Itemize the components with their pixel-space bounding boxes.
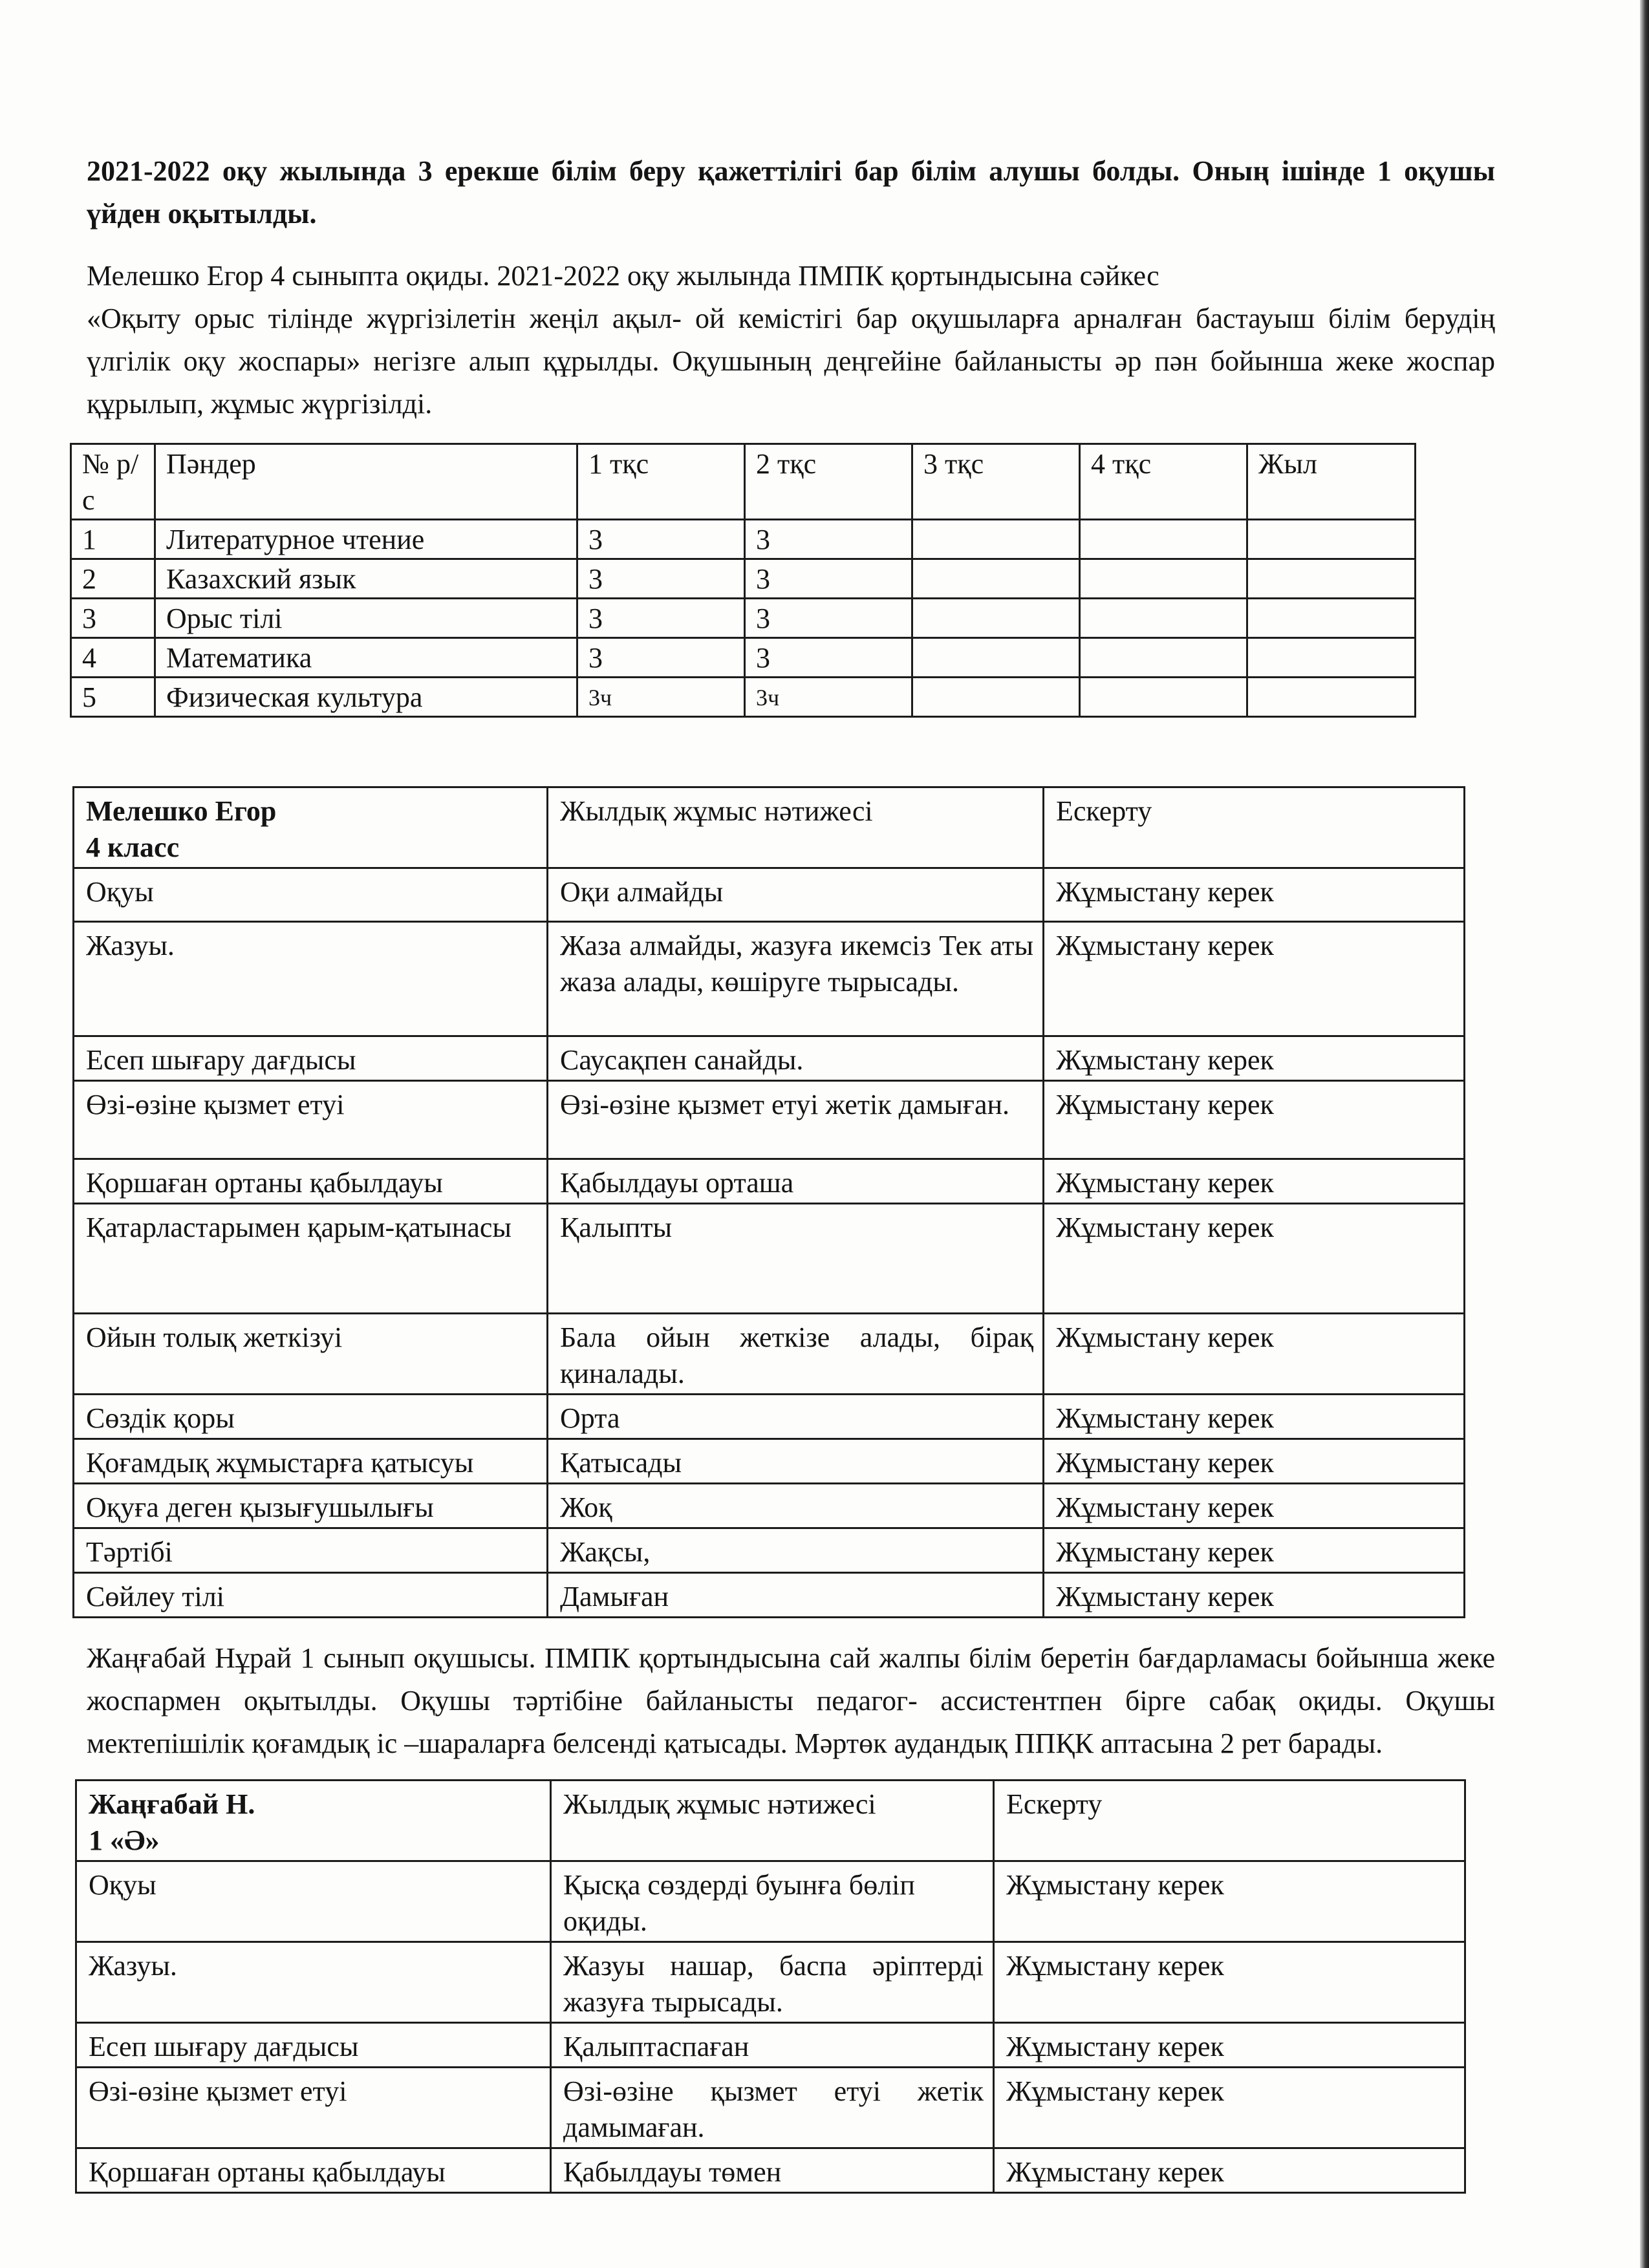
row-q3 — [912, 638, 1080, 678]
row-num: 4 — [71, 638, 155, 678]
row-note: Жұмыстану керек — [1044, 1484, 1465, 1528]
row-result: Қабылдауы төмен — [551, 2148, 994, 2193]
student-class: 4 класс — [86, 831, 180, 863]
row-area: Жазуы. — [76, 1942, 551, 2023]
row-q1: 3ч — [577, 678, 745, 717]
row-subject: Литературное чтение — [155, 520, 577, 559]
row-area: Тәртібі — [74, 1528, 548, 1573]
row-result: Қысқа сөздерді буынға бөліп оқиды. — [551, 1861, 994, 1942]
row-q2: 3 — [745, 520, 912, 559]
row-area: Оқуы — [74, 868, 548, 922]
header-note: Ескерту — [994, 1781, 1465, 1861]
row-year — [1247, 678, 1416, 717]
scan-edge — [1640, 0, 1649, 2268]
row-note: Жұмыстану керек — [1044, 1081, 1465, 1159]
table-header-row — [71, 444, 1416, 520]
header-num: № р/с — [71, 444, 155, 520]
table-row — [74, 1204, 1465, 1314]
header-year: Жыл — [1247, 444, 1416, 520]
header-subjects: Пәндер — [155, 444, 577, 520]
subjects-grades-table — [70, 443, 1416, 718]
row-area: Оқуға деген қызығушылығы — [74, 1484, 548, 1528]
row-q4 — [1080, 559, 1247, 599]
row-q3 — [912, 678, 1080, 717]
row-result: Жазуы нашар, баспа әріптерді жазуға тырысады. — [551, 1942, 994, 2023]
table-row — [76, 2023, 1465, 2068]
row-q1: 3 — [577, 599, 745, 638]
student-cell — [74, 787, 548, 868]
row-q3 — [912, 599, 1080, 638]
row-year — [1247, 599, 1416, 638]
row-note: Жұмыстану керек — [1044, 868, 1465, 922]
row-result: Оқи алмайды — [548, 868, 1044, 922]
row-q4 — [1080, 638, 1247, 678]
row-num: 1 — [71, 520, 155, 559]
row-note: Жұмыстану керек — [994, 1861, 1465, 1942]
row-q1: 3 — [577, 559, 745, 599]
table-header-row — [74, 787, 1465, 868]
header-q2: 2 тқс — [745, 444, 912, 520]
row-note: Жұмыстану керек — [1044, 1204, 1465, 1314]
row-note: Жұмыстану керек — [994, 2068, 1465, 2148]
row-note: Жұмыстану керек — [1044, 1528, 1465, 1573]
row-result: Саусақпен санайды. — [548, 1036, 1044, 1081]
row-q4 — [1080, 520, 1247, 559]
row-result: Өзі-өзіне қызмет етуі жетік дамымаған. — [551, 2068, 994, 2148]
row-result: Қатысады — [548, 1439, 1044, 1484]
table-row — [74, 1036, 1465, 1081]
row-area: Жазуы. — [74, 922, 548, 1036]
student-class: 1 «Ә» — [89, 1824, 160, 1856]
student-name: Жаңғабай Н. — [89, 1788, 255, 1820]
row-result: Жаза алмайды, жазуға икемсіз Тек аты жаза алады, көшіруге тырысады. — [548, 922, 1044, 1036]
row-subject: Орыс тілі — [155, 599, 577, 638]
table-row — [74, 1395, 1465, 1439]
row-q1: 3 — [577, 638, 745, 678]
header-result: Жылдық жұмыс нәтижесі — [551, 1781, 994, 1861]
table-row — [74, 1439, 1465, 1484]
row-result: Өзі-өзіне қызмет етуі жетік дамыған. — [548, 1081, 1044, 1159]
table-header-row — [76, 1781, 1465, 1861]
row-num: 5 — [71, 678, 155, 717]
row-subject: Физическая культура — [155, 678, 577, 717]
table-row — [76, 2148, 1465, 2193]
row-q2: 3 — [745, 559, 912, 599]
row-note: Жұмыстану керек — [1044, 922, 1465, 1036]
row-area: Оқуы — [76, 1861, 551, 1942]
intro-summary: 2021-2022 оқу жылында 3 ерекше білім беру қажеттілігі бар білім алушы болды. Оның ішінде 1 оқушы үйден оқытылды. — [87, 155, 1495, 230]
row-area: Қоршаған ортаны қабылдауы — [76, 2148, 551, 2193]
row-result: Қалыпты — [548, 1204, 1044, 1314]
row-area: Сөйлеу тілі — [74, 1573, 548, 1618]
table-row — [74, 868, 1465, 922]
row-num: 2 — [71, 559, 155, 599]
row-note: Жұмыстану керек — [1044, 1314, 1465, 1395]
row-area: Қоғамдық жұмыстарға қатысуы — [74, 1439, 548, 1484]
row-result: Дамыған — [548, 1573, 1044, 1618]
row-note: Жұмыстану керек — [1044, 1573, 1465, 1618]
header-q4: 4 тқс — [1080, 444, 1247, 520]
row-note: Жұмыстану керек — [1044, 1439, 1465, 1484]
row-result: Орта — [548, 1395, 1044, 1439]
egor-intro-line1: Мелешко Егор 4 сыныпта оқиды. 2021-2022 оқу жылында ПМПК қортындысына сәйкес — [87, 260, 1159, 292]
row-area: Өзі-өзіне қызмет етуі — [74, 1081, 548, 1159]
row-num: 3 — [71, 599, 155, 638]
row-q4 — [1080, 678, 1247, 717]
table-row — [74, 1159, 1465, 1204]
table-row — [74, 1573, 1465, 1618]
table-row — [71, 520, 1416, 559]
table-row — [74, 1314, 1465, 1395]
row-q2: 3 — [745, 638, 912, 678]
row-result: Қалыптаспаған — [551, 2023, 994, 2068]
row-note: Жұмыстану керек — [994, 1942, 1465, 2023]
row-area: Ойын толық жеткізуі — [74, 1314, 548, 1395]
table-row — [74, 1528, 1465, 1573]
row-area: Өзі-өзіне қызмет етуі — [76, 2068, 551, 2148]
row-q4 — [1080, 599, 1247, 638]
row-area: Есеп шығару дағдысы — [74, 1036, 548, 1081]
row-result: Бала ойын жеткізе алады, бірақ қиналады. — [548, 1314, 1044, 1395]
nurai-assessment-table — [75, 1779, 1466, 2194]
row-note: Жұмыстану керек — [994, 2023, 1465, 2068]
student-cell — [76, 1781, 551, 1861]
table-row — [71, 599, 1416, 638]
row-q1: 3 — [577, 520, 745, 559]
table-row — [76, 1861, 1465, 1942]
row-result: Қабылдауы орташа — [548, 1159, 1044, 1204]
row-area: Есеп шығару дағдысы — [76, 2023, 551, 2068]
row-q2: 3ч — [745, 678, 912, 717]
table-row — [74, 1484, 1465, 1528]
row-q3 — [912, 559, 1080, 599]
row-year — [1247, 638, 1416, 678]
egor-intro-paragraph — [87, 255, 1495, 425]
row-area: Қоршаған ортаны қабылдауы — [74, 1159, 548, 1204]
egor-intro-rest: «Оқыту орыс тілінде жүргізілетін жеңіл ақыл- ой кемістігі бар оқушыларға арналған бастауыш білім берудің үлгілік оқу жоспары» негізге алып құрылды. Оқушының деңгейіне байланысты әр пән бойынша жеке жоспар құрылып, жұмыс жүргізілді. — [87, 303, 1495, 420]
nurai-intro-paragraph: Жаңғабай Нұрай 1 сынып оқушысы. ПМПК қортындысына сай жалпы білім беретін бағдарламасы бойынша жеке жоспармен оқытылды. Оқушы тәртібіне байланысты педагог- ассистентпен бірге сабақ оқиды. Оқушы мектепішілік қоғамдық іс –шараларға белсенді қатысады. Мәртөк аудандық ППҚК аптасына 2 рет барады. — [87, 1642, 1495, 1759]
row-q2: 3 — [745, 599, 912, 638]
row-q3 — [912, 520, 1080, 559]
header-result: Жылдық жұмыс нәтижесі — [548, 787, 1044, 868]
row-subject: Математика — [155, 638, 577, 678]
student-name: Мелешко Егор — [86, 795, 277, 827]
table-row — [74, 922, 1465, 1036]
row-note: Жұмыстану керек — [1044, 1395, 1465, 1439]
table-row — [74, 1081, 1465, 1159]
egor-assessment-table — [72, 786, 1465, 1618]
table-row — [76, 1942, 1465, 2023]
row-year — [1247, 559, 1416, 599]
row-subject: Казахский язык — [155, 559, 577, 599]
table-row — [71, 559, 1416, 599]
table-row — [71, 678, 1416, 717]
row-year — [1247, 520, 1416, 559]
row-note: Жұмыстану керек — [1044, 1159, 1465, 1204]
row-result: Жоқ — [548, 1484, 1044, 1528]
header-q3: 3 тқс — [912, 444, 1080, 520]
row-area: Сөздік қоры — [74, 1395, 548, 1439]
header-q1: 1 тқс — [577, 444, 745, 520]
table-row — [71, 638, 1416, 678]
row-result: Жақсы, — [548, 1528, 1044, 1573]
table-row — [76, 2068, 1465, 2148]
row-note: Жұмыстану керек — [994, 2148, 1465, 2193]
header-note: Ескерту — [1044, 787, 1465, 868]
row-note: Жұмыстану керек — [1044, 1036, 1465, 1081]
row-area: Қатарластарымен қарым-қатынасы — [74, 1204, 548, 1314]
